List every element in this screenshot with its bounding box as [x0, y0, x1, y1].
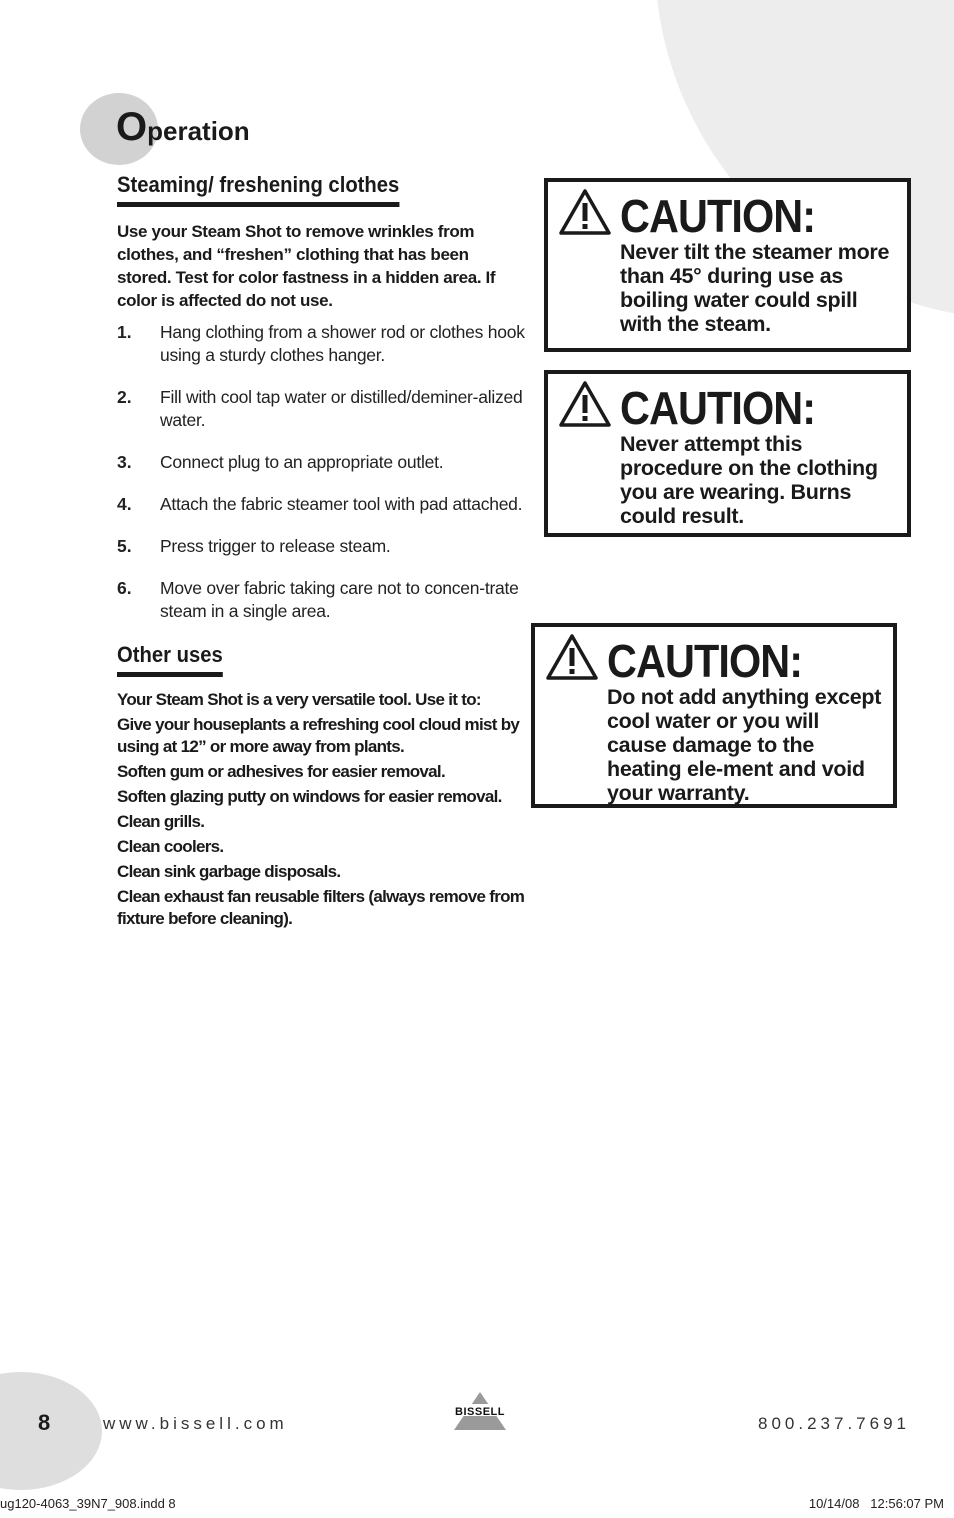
use-item: Your Steam Shot is a very versatile tool. Use it to: — [117, 690, 481, 709]
print-slug-timestamp: 10/14/08 12:56:07 PM — [808, 1496, 944, 1511]
page-title-initial: O — [116, 105, 148, 149]
page-header — [80, 93, 380, 165]
print-slug-file: ug120-4063_39N7_908.indd 8 — [0, 1496, 176, 1511]
caution-box-tilt — [544, 178, 911, 352]
page-title — [116, 103, 250, 151]
step-item — [117, 535, 527, 558]
caution-text: Never attempt this procedure on the clothing you are wearing. Burns could result. — [620, 432, 878, 528]
step-number: 6. — [117, 578, 132, 598]
footer-circle-decoration — [0, 1372, 102, 1490]
use-item: Give your houseplants a refreshing cool cloud mist by using at 12” or more away from plants. — [117, 715, 520, 756]
other-uses-heading: Other uses — [117, 642, 223, 677]
step-text: Fill with cool tap water or distilled/deminer-alized water. — [160, 387, 523, 430]
use-item: Clean sink garbage disposals. — [117, 862, 341, 881]
use-item: Clean grills. — [117, 812, 205, 831]
use-item: Soften gum or adhesives for easier removal. — [117, 762, 445, 781]
caution-box-wearing — [544, 370, 911, 537]
use-item: Clean exhaust fan reusable filters (always remove from fixture before cleaning). — [117, 887, 525, 928]
step-number: 5. — [117, 536, 132, 556]
website-url: www.bissell.com — [103, 1414, 288, 1433]
step-number: 3. — [117, 452, 132, 472]
use-item: Soften glazing putty on windows for easier removal. — [117, 787, 502, 806]
step-item — [117, 451, 527, 474]
step-number: 2. — [117, 387, 132, 407]
page-title-rest: peration — [147, 116, 250, 146]
step-number: 4. — [117, 494, 132, 514]
step-text: Press trigger to release steam. — [160, 536, 391, 556]
caution-text: Never tilt the steamer more than 45° during use as boiling water could spill with the steam. — [620, 240, 890, 336]
caution-title: CAUTION: — [620, 190, 816, 242]
use-item: Clean coolers. — [117, 837, 224, 856]
page-number: 8 — [38, 1410, 51, 1435]
caution-title: CAUTION: — [607, 635, 803, 687]
step-text: Connect plug to an appropriate outlet. — [160, 452, 444, 472]
step-item — [117, 321, 527, 367]
step-text: Hang clothing from a shower rod or clothes hook using a sturdy clothes hanger. — [160, 322, 525, 365]
phone-number: 800.237.7691 — [758, 1414, 910, 1433]
caution-title: CAUTION: — [620, 382, 816, 434]
other-uses-list — [117, 689, 527, 930]
bissell-logo-text: BISSELL — [455, 1406, 505, 1418]
step-text: Attach the fabric steamer tool with pad attached. — [160, 494, 523, 514]
caution-text: Do not add anything except cool water or you will cause damage to the heating ele-ment and void your warranty. — [607, 685, 882, 805]
step-number: 1. — [117, 322, 132, 342]
steaming-heading: Steaming/ freshening clothes — [117, 172, 399, 207]
warning-triangle-icon — [558, 380, 612, 428]
step-item — [117, 386, 527, 432]
step-text: Move over fabric taking care not to concen-trate steam in a single area. — [160, 578, 519, 621]
step-item — [117, 493, 527, 516]
warning-triangle-icon — [545, 633, 599, 681]
steps-list — [117, 321, 527, 623]
caution-box-water — [531, 623, 897, 808]
left-column — [117, 172, 527, 933]
step-item — [117, 577, 527, 623]
steaming-intro: Use your Steam Shot to remove wrinkles from clothes, and “freshen” clothing that has been stored. Test for color fastness in a hidden area. If color is affected do not use. — [117, 222, 496, 310]
warning-triangle-icon — [558, 188, 612, 236]
